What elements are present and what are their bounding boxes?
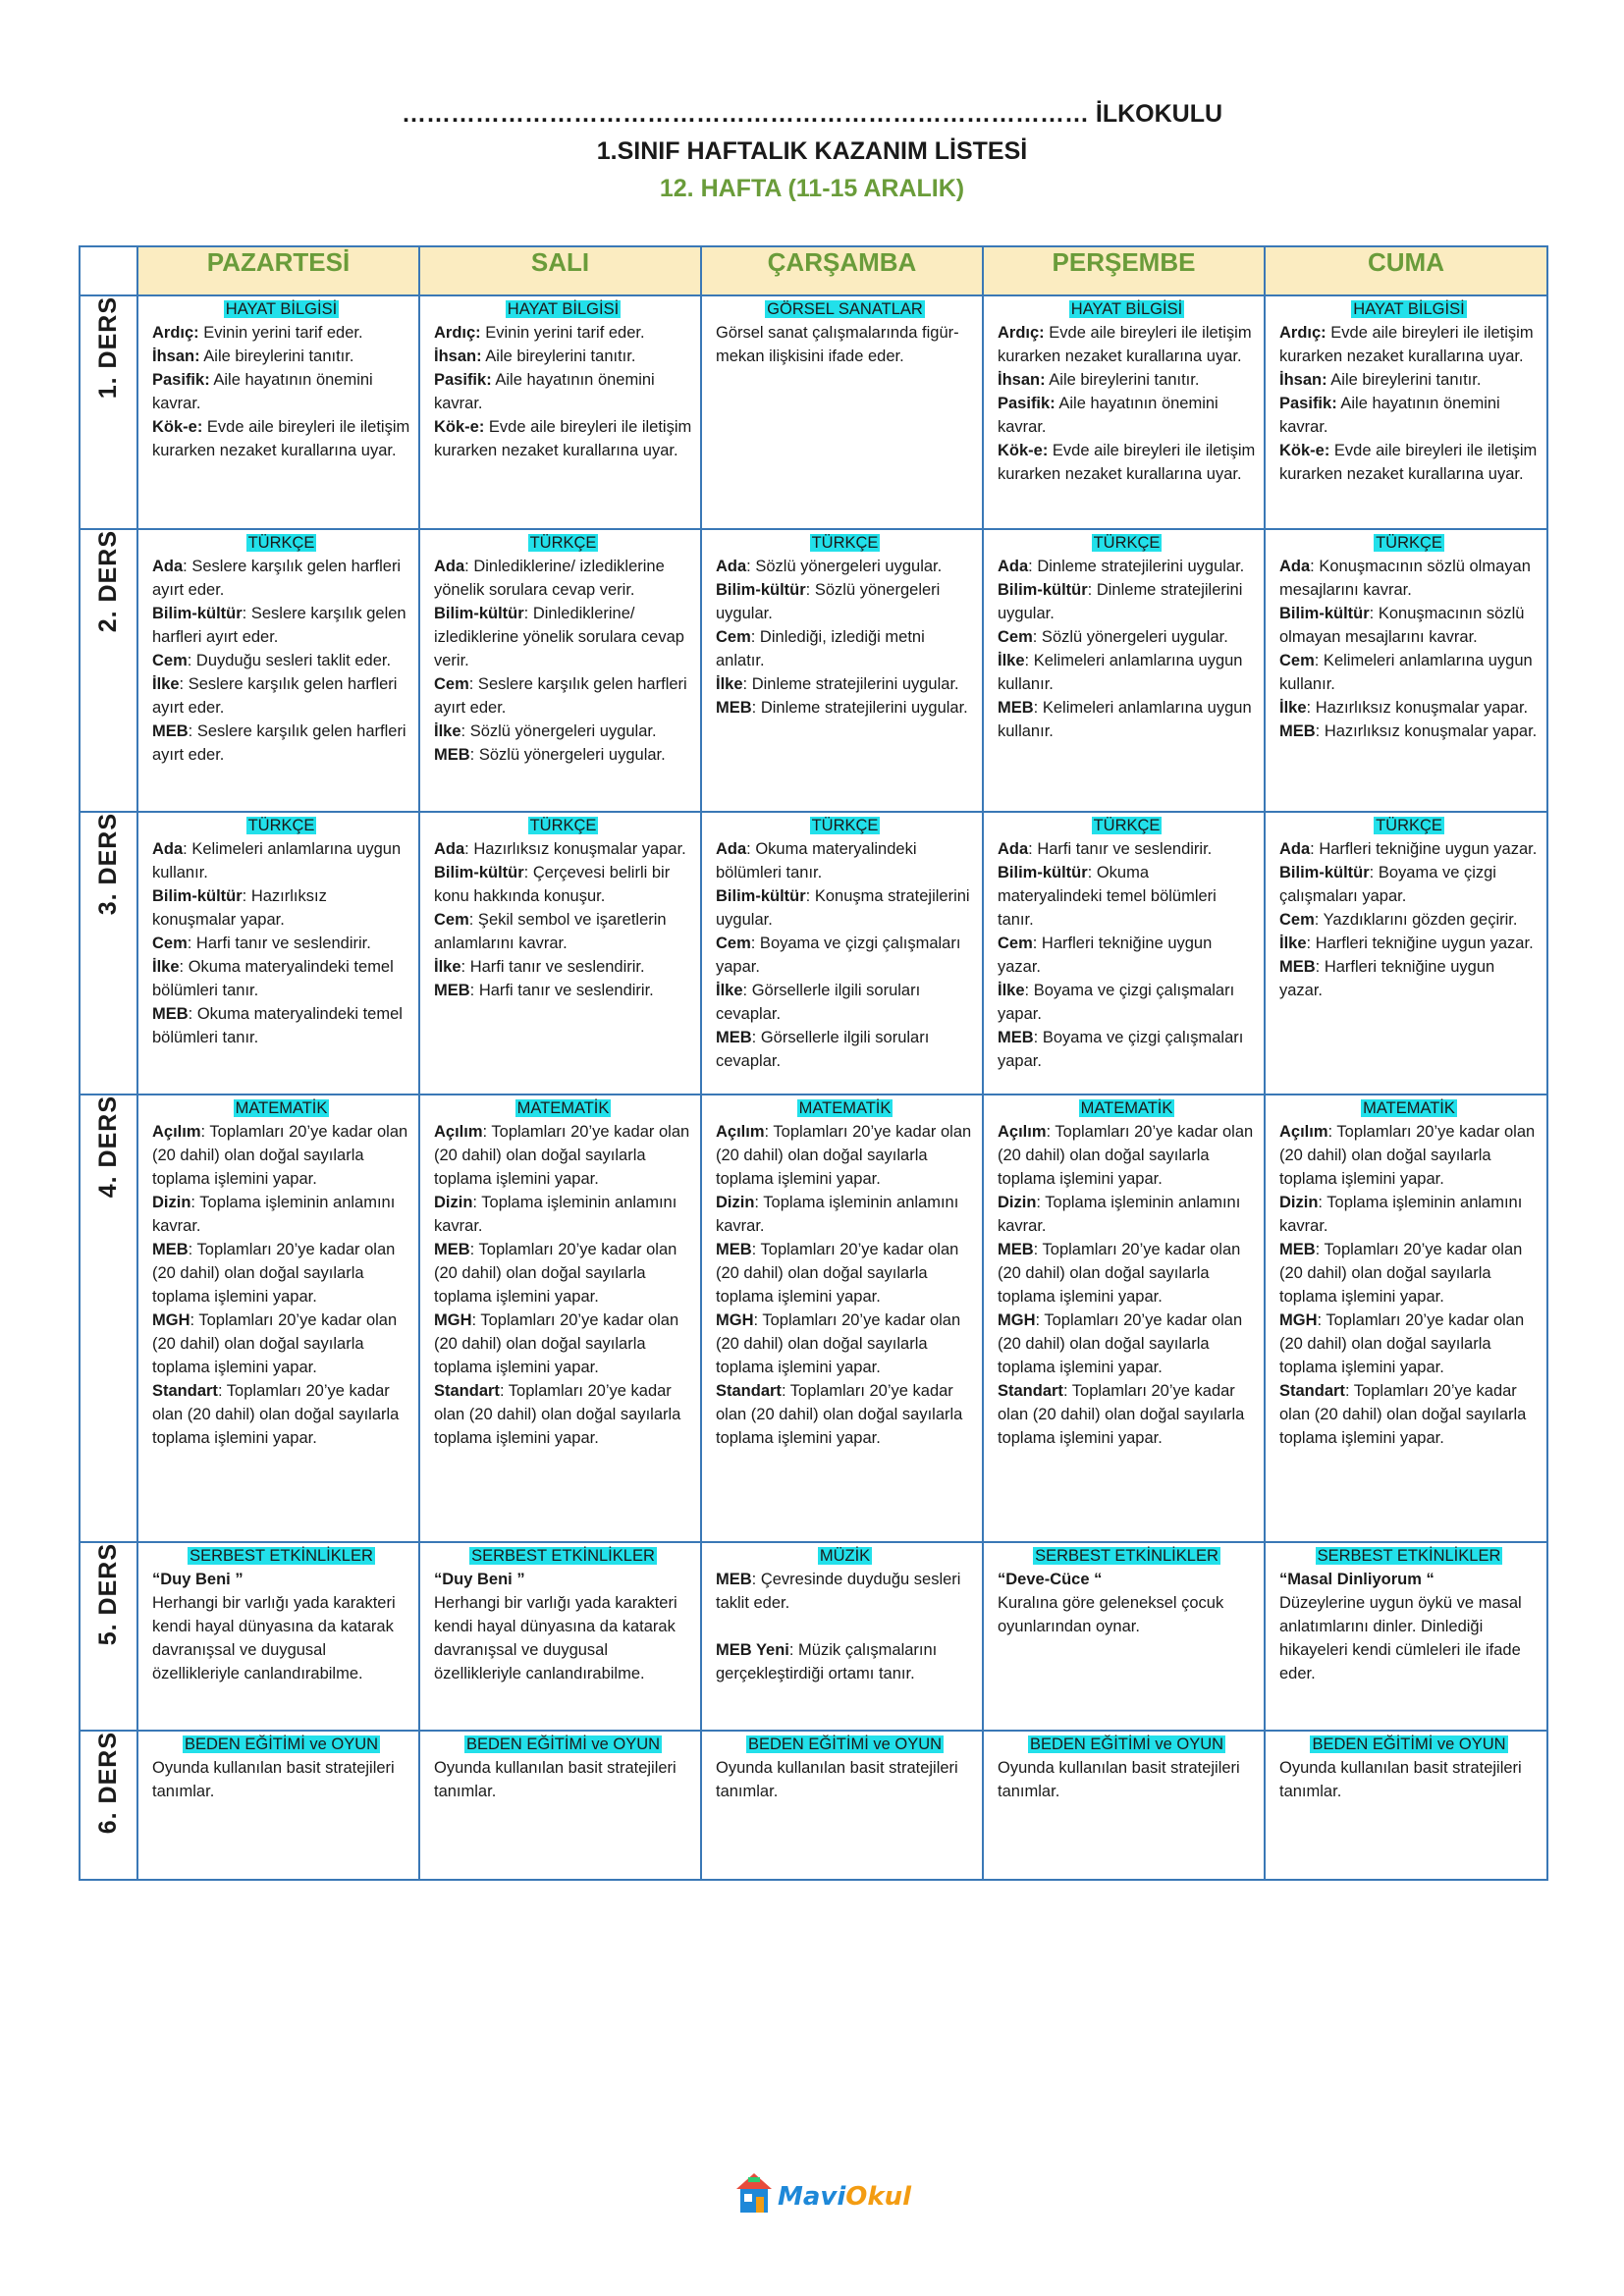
outcome-line: Bilim-kültür: Seslere karşılık gelen harfleri ayırt eder.	[152, 605, 406, 646]
publisher-label: Dizin	[716, 1194, 755, 1211]
outcome-line: Standart: Toplamları 20’ye kadar olan (20 dahil) olan doğal sayılarla toplama işlemini yapar.	[152, 1382, 400, 1447]
cell-tuesday	[419, 1095, 701, 1542]
publisher-label: Bilim-kültür	[434, 605, 524, 622]
lesson-row-6	[80, 1731, 1547, 1880]
outcome-line: Ardıç: Evde aile bireyleri ile iletişim kurarken nezaket kurallarına uyar.	[998, 324, 1252, 365]
publisher-label: MEB	[1279, 722, 1316, 740]
outcome-line: Ada: Harfi tanır ve seslendirir.	[998, 840, 1213, 858]
subject-badge: HAYAT BİLGİSİ	[1353, 300, 1465, 318]
day-header-wednesday: ÇARŞAMBA	[701, 246, 983, 295]
cell-friday	[1265, 812, 1547, 1095]
subject-badge: BEDEN EĞİTİMİ ve OYUN	[1029, 1735, 1224, 1753]
outcome-line: MEB Yeni: Müzik çalışmalarını gerçekleştirdiği ortamı tanır.	[716, 1641, 938, 1682]
outcome-line: Kök-e: Evde aile bireyleri ile iletişim kurarken nezaket kurallarına uyar.	[998, 442, 1256, 483]
publisher-label: İlke	[1279, 699, 1307, 717]
outcome-line: İlke: Görsellerle ilgili soruları cevaplar.	[716, 982, 921, 1023]
outcome-line: Ada: Seslere karşılık gelen harfleri ayırt eder.	[152, 558, 402, 599]
publisher-label: MEB	[434, 982, 470, 999]
publisher-label: Bilim-kültür	[1279, 864, 1370, 881]
cell-wednesday	[701, 295, 983, 529]
outcome-line: Herhangi bir varlığı yada karakteri kendi hayal dünyasına da katarak davranışsal ve duygusal özellikleriyle canlandırabilme.	[152, 1594, 396, 1682]
publisher-label: MEB	[998, 1241, 1034, 1258]
publisher-label: Açılım	[434, 1123, 483, 1141]
publisher-label: MEB	[716, 699, 752, 717]
outcome-line: Ada: Dinlediklerine/ izlediklerine yönelik sorulara cevap verir.	[434, 558, 665, 599]
cell-thursday	[983, 1731, 1265, 1880]
publisher-label: Cem	[152, 652, 188, 669]
outcome-line: Pasifik: Aile hayatının önemini kavrar.	[152, 371, 373, 412]
outcome-line: Oyunda kullanılan basit stratejileri tanımlar.	[434, 1759, 677, 1800]
outcome-line: Açılım: Toplamları 20’ye kadar olan (20 dahil) olan doğal sayılarla toplama işlemini yapar.	[998, 1123, 1254, 1188]
publisher-label: Pasifik:	[1279, 395, 1337, 412]
subject-badge: TÜRKÇE	[1376, 534, 1442, 552]
outcome-line: İlke: Harfleri tekniğine uygun yazar.	[1279, 934, 1534, 952]
outcome-line: Cem: Harfi tanır ve seslendirir.	[152, 934, 371, 952]
publisher-label: MEB	[998, 1029, 1034, 1046]
lesson-label: 4. DERS	[94, 1095, 122, 1199]
subject-badge: MATEMATİK	[235, 1099, 328, 1117]
cell-wednesday	[701, 1542, 983, 1731]
publisher-label: İhsan:	[152, 347, 200, 365]
publisher-label: Standart	[434, 1382, 500, 1400]
cell-tuesday	[419, 812, 701, 1095]
publisher-label: Ardıç:	[434, 324, 481, 342]
publisher-label: MEB	[152, 1005, 189, 1023]
publisher-label: Dizin	[434, 1194, 473, 1211]
subject-badge: GÖRSEL SANATLAR	[767, 300, 923, 318]
outcome-line: Oyunda kullanılan basit stratejileri tanımlar.	[152, 1759, 395, 1800]
outcome-line: İlke: Harfi tanır ve seslendirir.	[434, 958, 645, 976]
publisher-label: Ada	[152, 840, 184, 858]
publisher-label: İlke	[434, 958, 461, 976]
publisher-label: MEB	[716, 1029, 752, 1046]
subject-badge: MATEMATİK	[798, 1099, 892, 1117]
publisher-label: Standart	[998, 1382, 1063, 1400]
outcome-line	[434, 1568, 692, 1591]
outcome-line: Düzeylerine uygun öykü ve masal anlatımlarını dinler. Dinlediği hikayeleri kendi cümleleri ile ifade eder.	[1279, 1594, 1522, 1682]
publisher-label: Ardıç:	[152, 324, 199, 342]
outcome-line: MEB: Çevresinde duyduğu sesleri taklit eder.	[716, 1571, 961, 1612]
outcome-line: İlke: Hazırlıksız konuşmalar yapar.	[1279, 699, 1529, 717]
publisher-label: Kök-e:	[998, 442, 1049, 459]
lesson-row-2	[80, 529, 1547, 812]
outcome-line: MEB: Harfi tanır ve seslendirir.	[434, 982, 654, 999]
publisher-label: Standart	[1279, 1382, 1345, 1400]
publisher-label: İhsan:	[434, 347, 482, 365]
outcome-line: Ada: Dinleme stratejilerini uygular.	[998, 558, 1245, 575]
outcome-line: Cem: Harfleri tekniğine uygun yazar.	[998, 934, 1213, 976]
day-header-thursday: PERŞEMBE	[983, 246, 1265, 295]
outcome-line: Pasifik: Aile hayatının önemini kavrar.	[1279, 395, 1500, 436]
subject-badge: TÜRKÇE	[247, 534, 315, 552]
publisher-label: İlke	[434, 722, 461, 740]
outcome-line: Bilim-kültür: Konuşma stratejilerini uygular.	[716, 887, 970, 929]
subject-badge: HAYAT BİLGİSİ	[507, 300, 620, 318]
day-header-monday: PAZARTESİ	[137, 246, 419, 295]
outcome-line: Kök-e: Evde aile bireyleri ile iletişim kurarken nezaket kurallarına uyar.	[152, 418, 410, 459]
cell-monday	[137, 812, 419, 1095]
publisher-label: “Masal Dinliyorum “	[1279, 1571, 1435, 1588]
publisher-label: Cem	[1279, 652, 1315, 669]
subject-badge: TÜRKÇE	[529, 817, 597, 834]
lesson-label: 1. DERS	[94, 296, 122, 400]
outcome-line: MEB: Toplamları 20’ye kadar olan (20 dahil) olan doğal sayılarla toplama işlemini yapar.	[152, 1241, 396, 1306]
publisher-label: Pasifik:	[152, 371, 210, 389]
outcome-line: MEB: Sözlü yönergeleri uygular.	[434, 746, 666, 764]
cell-thursday	[983, 812, 1265, 1095]
cell-thursday	[983, 1095, 1265, 1542]
outcome-line: Bilim-kültür: Okuma materyalindeki temel bölümleri tanır.	[998, 864, 1217, 929]
publisher-label: Ardıç:	[998, 324, 1045, 342]
cell-friday	[1265, 1542, 1547, 1731]
subject-badge: HAYAT BİLGİSİ	[225, 300, 338, 318]
outcome-line: İhsan: Aile bireylerini tanıtır.	[152, 347, 354, 365]
cell-wednesday	[701, 529, 983, 812]
outcome-line: İhsan: Aile bireylerini tanıtır.	[434, 347, 636, 365]
outcome-line: Herhangi bir varlığı yada karakteri kendi hayal dünyasına da katarak davranışsal ve duygusal özellikleriyle canlandırabilme.	[434, 1594, 677, 1682]
lesson-label-cell	[80, 1095, 137, 1542]
outcome-line: MGH: Toplamları 20’ye kadar olan (20 dahil) olan doğal sayılarla toplama işlemini yapar.	[998, 1311, 1243, 1376]
publisher-label: Bilim-kültür	[998, 864, 1088, 881]
outcome-line: Pasifik: Aile hayatının önemini kavrar.	[998, 395, 1218, 436]
outcome-line: Pasifik: Aile hayatının önemini kavrar.	[434, 371, 655, 412]
publisher-label: MEB Yeni	[716, 1641, 789, 1659]
publisher-label: MGH	[434, 1311, 472, 1329]
outcome-line: MEB: Toplamları 20’ye kadar olan (20 dahil) olan doğal sayılarla toplama işlemini yapar.	[716, 1241, 959, 1306]
publisher-label: MEB	[152, 1241, 189, 1258]
publisher-label: Açılım	[152, 1123, 201, 1141]
outcome-line: Standart: Toplamları 20’ye kadar olan (20 dahil) olan doğal sayılarla toplama işlemini yapar.	[998, 1382, 1245, 1447]
publisher-label: Kök-e:	[434, 418, 485, 436]
cell-monday	[137, 1542, 419, 1731]
outcome-line: İlke: Sözlü yönergeleri uygular.	[434, 722, 657, 740]
publisher-label: Cem	[434, 675, 469, 693]
outcome-line: Ada: Harfleri tekniğine uygun yazar.	[1279, 840, 1538, 858]
publisher-label: MGH	[716, 1311, 754, 1329]
subject-badge: TÜRKÇE	[529, 534, 597, 552]
outcome-line: Ada: Kelimeleri anlamlarına uygun kullanır.	[152, 840, 402, 881]
outcome-line: Bilim-kültür: Çerçevesi belirli bir konu hakkında konuşur.	[434, 864, 671, 905]
publisher-label: İlke	[716, 982, 743, 999]
publisher-label: Açılım	[998, 1123, 1047, 1141]
outcome-line: MGH: Toplamları 20’ye kadar olan (20 dahil) olan doğal sayılarla toplama işlemini yapar.	[434, 1311, 679, 1376]
outcome-line: Standart: Toplamları 20’ye kadar olan (20 dahil) olan doğal sayılarla toplama işlemini yapar.	[434, 1382, 681, 1447]
publisher-label: İlke	[152, 958, 180, 976]
maviokul-logo	[734, 2167, 912, 2216]
lesson-row-5	[80, 1542, 1547, 1731]
outcome-line: Oyunda kullanılan basit stratejileri tanımlar.	[998, 1759, 1240, 1800]
cell-tuesday	[419, 1542, 701, 1731]
subject-badge: TÜRKÇE	[1093, 817, 1161, 834]
cell-monday	[137, 1731, 419, 1880]
outcome-line: Açılım: Toplamları 20’ye kadar olan (20 dahil) olan doğal sayılarla toplama işlemini yapar.	[152, 1123, 408, 1188]
cell-thursday	[983, 1542, 1265, 1731]
subject-badge: TÜRKÇE	[247, 817, 315, 834]
lesson-label: 3. DERS	[94, 813, 122, 916]
subject-badge: MATEMATİK	[1080, 1099, 1173, 1117]
publisher-label: Ada	[1279, 558, 1311, 575]
outcome-line: Cem: Yazdıklarını gözden geçirir.	[1279, 911, 1518, 929]
subject-badge: MATEMATİK	[1363, 1099, 1455, 1117]
subject-badge: TÜRKÇE	[1376, 817, 1442, 834]
lesson-label: 2. DERS	[94, 530, 122, 633]
outcome-line: Dizin: Toplama işleminin anlamını kavrar.	[1279, 1194, 1523, 1235]
outcome-line: MEB: Harfleri tekniğine uygun yazar.	[1279, 958, 1495, 999]
lesson-row-3	[80, 812, 1547, 1095]
publisher-label: MEB	[1279, 958, 1316, 976]
school-name-line: ………………………………………………………………………… İLKOKULU	[401, 100, 1223, 128]
day-header-tuesday: SALI	[419, 246, 701, 295]
publisher-label: Ada	[434, 558, 465, 575]
subject-badge: SERBEST ETKİNLİKLER	[1317, 1547, 1501, 1565]
subject-badge: TÜRKÇE	[1093, 534, 1161, 552]
publisher-label: MEB	[716, 1241, 752, 1258]
day-header-row	[80, 246, 1547, 295]
house-icon	[736, 2173, 772, 2213]
publisher-label: Standart	[152, 1382, 218, 1400]
outcome-line: İlke: Kelimeleri anlamlarına uygun kullanır.	[998, 652, 1243, 693]
outcome-line: Kök-e: Evde aile bireyleri ile iletişim kurarken nezaket kurallarına uyar.	[434, 418, 692, 459]
publisher-label: “Duy Beni ”	[152, 1571, 244, 1588]
subject-badge: TÜRKÇE	[811, 817, 879, 834]
corner-cell	[80, 246, 137, 295]
outcome-line: Açılım: Toplamları 20’ye kadar olan (20 dahil) olan doğal sayılarla toplama işlemini yapar.	[1279, 1123, 1536, 1188]
outcome-line: Oyunda kullanılan basit stratejileri tanımlar.	[716, 1759, 958, 1800]
subject-badge: SERBEST ETKİNLİKLER	[471, 1547, 655, 1565]
outcome-line: Cem: Seslere karşılık gelen harfleri ayırt eder.	[434, 675, 687, 717]
outcome-line: MEB: Kelimeleri anlamlarına uygun kullanır.	[998, 699, 1252, 740]
publisher-label: Ada	[716, 558, 747, 575]
outcome-line: Açılım: Toplamları 20’ye kadar olan (20 dahil) olan doğal sayılarla toplama işlemini yapar.	[434, 1123, 690, 1188]
publisher-label: MGH	[998, 1311, 1036, 1329]
outcome-line: MEB: Toplamları 20’ye kadar olan (20 dahil) olan doğal sayılarla toplama işlemini yapar.	[998, 1241, 1241, 1306]
outcome-line: Açılım: Toplamları 20’ye kadar olan (20 dahil) olan doğal sayılarla toplama işlemini yapar.	[716, 1123, 972, 1188]
cell-monday	[137, 1095, 419, 1542]
lesson-label: 6. DERS	[94, 1732, 122, 1835]
outcome-line: MEB: Boyama ve çizgi çalışmaları yapar.	[998, 1029, 1244, 1070]
outcome-line: Kuralına göre geleneksel çocuk oyunlarından oynar.	[998, 1594, 1224, 1635]
cell-tuesday	[419, 295, 701, 529]
outcome-line: Dizin: Toplama işleminin anlamını kavrar.	[152, 1194, 396, 1235]
publisher-label: İhsan:	[998, 371, 1046, 389]
publisher-label: MGH	[152, 1311, 190, 1329]
outcome-line: Bilim-kültür: Boyama ve çizgi çalışmaları yapar.	[1279, 864, 1496, 905]
outcome-line: Standart: Toplamları 20’ye kadar olan (20 dahil) olan doğal sayılarla toplama işlemini yapar.	[1279, 1382, 1527, 1447]
cell-monday	[137, 529, 419, 812]
outcome-line: İhsan: Aile bireylerini tanıtır.	[998, 371, 1200, 389]
outcome-line: Ada: Okuma materyalindeki bölümleri tanır.	[716, 840, 917, 881]
outcome-line: İlke: Okuma materyalindeki temel bölümleri tanır.	[152, 958, 394, 999]
outcome-line: Bilim-kültür: Dinleme stratejilerini uygular.	[998, 581, 1243, 622]
publisher-label: Cem	[716, 934, 751, 952]
cell-wednesday	[701, 1095, 983, 1542]
publisher-label: İlke	[152, 675, 180, 693]
outcome-line: MEB: Hazırlıksız konuşmalar yapar.	[1279, 722, 1538, 740]
outcome-line: İlke: Seslere karşılık gelen harfleri ayırt eder.	[152, 675, 398, 717]
publisher-label: Bilim-kültür	[152, 887, 243, 905]
outcome-line: Cem: Boyama ve çizgi çalışmaları yapar.	[716, 934, 961, 976]
publisher-label: Cem	[434, 911, 469, 929]
lesson-row-4	[80, 1095, 1547, 1542]
outcome-line: Ardıç: Evinin yerini tarif eder.	[152, 324, 363, 342]
lesson-label-cell	[80, 1731, 137, 1880]
publisher-label: Açılım	[716, 1123, 765, 1141]
publisher-label: Standart	[716, 1382, 782, 1400]
subject-badge: BEDEN EĞİTİMİ ve OYUN	[184, 1735, 379, 1753]
subject-badge: TÜRKÇE	[811, 534, 879, 552]
cell-monday	[137, 295, 419, 529]
outcome-line: Bilim-kültür: Dinlediklerine/ izlediklerine yönelik sorulara cevap verir.	[434, 605, 684, 669]
publisher-label: Ada	[716, 840, 747, 858]
subject-badge: SERBEST ETKİNLİKLER	[189, 1547, 373, 1565]
outcome-line	[998, 1568, 1256, 1591]
publisher-label: Bilim-kültür	[716, 581, 806, 599]
publisher-label: Ada	[998, 558, 1029, 575]
publisher-label: MEB	[716, 1571, 752, 1588]
subject-badge: BEDEN EĞİTİMİ ve OYUN	[747, 1735, 943, 1753]
cell-friday	[1265, 1731, 1547, 1880]
outcome-line: İlke: Dinleme stratejilerini uygular.	[716, 675, 959, 693]
publisher-label: İhsan:	[1279, 371, 1327, 389]
publisher-label: Cem	[998, 934, 1033, 952]
subject-badge: HAYAT BİLGİSİ	[1070, 300, 1183, 318]
publisher-label: MEB	[998, 699, 1034, 717]
outcome-line: MEB: Toplamları 20’ye kadar olan (20 dahil) olan doğal sayılarla toplama işlemini yapar.	[434, 1241, 677, 1306]
outcome-line: Dizin: Toplama işleminin anlamını kavrar.	[716, 1194, 959, 1235]
outcome-line: Bilim-kültür: Konuşmacının sözlü olmayan mesajlarını kavrar.	[1279, 605, 1525, 646]
outcome-line	[152, 1568, 410, 1591]
subject-badge: MATEMATİK	[516, 1099, 610, 1117]
publisher-label: Ada	[1279, 840, 1311, 858]
outcome-line	[1279, 1568, 1539, 1591]
outcome-line: Ardıç: Evinin yerini tarif eder.	[434, 324, 645, 342]
publisher-label: İlke	[998, 982, 1025, 999]
document-title: 1.SINIF HAFTALIK KAZANIM LİSTESİ	[596, 137, 1028, 165]
outcome-line: Ada: Konuşmacının sözlü olmayan mesajlarını kavrar.	[1279, 558, 1531, 599]
publisher-label: Kök-e:	[152, 418, 203, 436]
cell-friday	[1265, 529, 1547, 812]
outcome-line: MEB: Seslere karşılık gelen harfleri ayırt eder.	[152, 722, 406, 764]
weekly-schedule-table	[79, 245, 1548, 1881]
publisher-label: “Duy Beni ”	[434, 1571, 525, 1588]
outcome-line: Cem: Duyduğu sesleri taklit eder.	[152, 652, 392, 669]
lesson-label-cell	[80, 295, 137, 529]
cell-wednesday	[701, 1731, 983, 1880]
publisher-label: İlke	[998, 652, 1025, 669]
lesson-label-cell	[80, 812, 137, 1095]
subject-badge: BEDEN EĞİTİMİ ve OYUN	[1312, 1735, 1506, 1753]
outcome-line: Ardıç: Evde aile bireyleri ile iletişim kurarken nezaket kurallarına uyar.	[1279, 324, 1534, 365]
publisher-label: Kök-e:	[1279, 442, 1330, 459]
publisher-label: “Deve-Cüce “	[998, 1571, 1103, 1588]
outcome-line: Görsel sanat çalışmalarında figür-mekan ilişkisini ifade eder.	[716, 324, 959, 365]
outcome-line: Bilim-kültür: Sözlü yönergeleri uygular.	[716, 581, 941, 622]
outcome-line: MGH: Toplamları 20’ye kadar olan (20 dahil) olan doğal sayılarla toplama işlemini yapar.	[152, 1311, 398, 1376]
subject-badge: SERBEST ETKİNLİKLER	[1035, 1547, 1218, 1565]
publisher-label: Ada	[998, 840, 1029, 858]
publisher-label: Bilim-kültür	[716, 887, 806, 905]
publisher-label: İlke	[716, 675, 743, 693]
cell-tuesday	[419, 529, 701, 812]
logo-text: MaviOkul	[778, 2182, 912, 2212]
cell-thursday	[983, 295, 1265, 529]
outcome-line: Kök-e: Evde aile bireyleri ile iletişim kurarken nezaket kurallarına uyar.	[1279, 442, 1538, 483]
publisher-label: Cem	[152, 934, 188, 952]
subject-badge: MÜZİK	[819, 1547, 871, 1565]
week-title: 12. HAFTA (11-15 ARALIK)	[659, 175, 965, 202]
publisher-label: Dizin	[152, 1194, 191, 1211]
publisher-label: İlke	[1279, 934, 1307, 952]
cell-wednesday	[701, 812, 983, 1095]
outcome-line: Ada: Hazırlıksız konuşmalar yapar.	[434, 840, 686, 858]
publisher-label: Bilim-kültür	[1279, 605, 1370, 622]
outcome-line: MEB: Toplamları 20’ye kadar olan (20 dahil) olan doğal sayılarla toplama işlemini yapar.	[1279, 1241, 1523, 1306]
publisher-label: MEB	[434, 746, 470, 764]
outcome-line: İlke: Boyama ve çizgi çalışmaları yapar.	[998, 982, 1235, 1023]
lesson-label-cell	[80, 1542, 137, 1731]
outcome-line: MGH: Toplamları 20’ye kadar olan (20 dahil) olan doğal sayılarla toplama işlemini yapar.	[716, 1311, 961, 1376]
cell-friday	[1265, 1095, 1547, 1542]
lesson-label-cell	[80, 529, 137, 812]
cell-friday	[1265, 295, 1547, 529]
outcome-line: Cem: Dinlediği, izlediği metni anlatır.	[716, 628, 925, 669]
lesson-label: 5. DERS	[94, 1543, 122, 1646]
lesson-row-1	[80, 295, 1547, 529]
publisher-label: Ada	[152, 558, 184, 575]
publisher-label: MEB	[434, 1241, 470, 1258]
publisher-label: MGH	[1279, 1311, 1318, 1329]
publisher-label: Pasifik:	[998, 395, 1056, 412]
publisher-label: Cem	[1279, 911, 1315, 929]
publisher-label: Bilim-kültür	[998, 581, 1088, 599]
outcome-line: Standart: Toplamları 20’ye kadar olan (20 dahil) olan doğal sayılarla toplama işlemini yapar.	[716, 1382, 963, 1447]
publisher-label: Açılım	[1279, 1123, 1328, 1141]
publisher-label: Pasifik:	[434, 371, 492, 389]
outcome-line: Cem: Sözlü yönergeleri uygular.	[998, 628, 1228, 646]
outcome-line: MEB: Görsellerle ilgili soruları cevaplar.	[716, 1029, 930, 1070]
outcome-line: İhsan: Aile bireylerini tanıtır.	[1279, 371, 1482, 389]
outcome-line: MEB: Okuma materyalindeki temel bölümleri tanır.	[152, 1005, 403, 1046]
publisher-label: Bilim-kültür	[152, 605, 243, 622]
outcome-line: MEB: Dinleme stratejilerini uygular.	[716, 699, 968, 717]
outcome-line: Oyunda kullanılan basit stratejileri tanımlar.	[1279, 1759, 1522, 1800]
day-header-friday: CUMA	[1265, 246, 1547, 295]
publisher-label: Cem	[716, 628, 751, 646]
publisher-label: Bilim-kültür	[434, 864, 524, 881]
cell-tuesday	[419, 1731, 701, 1880]
outcome-line: Ada: Sözlü yönergeleri uygular.	[716, 558, 943, 575]
outcome-line: MGH: Toplamları 20’ye kadar olan (20 dahil) olan doğal sayılarla toplama işlemini yapar.	[1279, 1311, 1525, 1376]
outcome-line: Dizin: Toplama işleminin anlamını kavrar.	[434, 1194, 677, 1235]
publisher-label: Dizin	[998, 1194, 1037, 1211]
outcome-line: Cem: Kelimeleri anlamlarına uygun kullanır.	[1279, 652, 1533, 693]
publisher-label: Ada	[434, 840, 465, 858]
outcome-line: Dizin: Toplama işleminin anlamını kavrar.	[998, 1194, 1241, 1235]
publisher-label: MEB	[152, 722, 189, 740]
publisher-label: Dizin	[1279, 1194, 1319, 1211]
subject-badge: BEDEN EĞİTİMİ ve OYUN	[465, 1735, 661, 1753]
outcome-line: Bilim-kültür: Hazırlıksız konuşmalar yapar.	[152, 887, 327, 929]
publisher-label: MEB	[1279, 1241, 1316, 1258]
publisher-label: Cem	[998, 628, 1033, 646]
publisher-label: Ardıç:	[1279, 324, 1326, 342]
outcome-line: Cem: Şekil sembol ve işaretlerin anlamlarını kavrar.	[434, 911, 667, 952]
cell-thursday	[983, 529, 1265, 812]
